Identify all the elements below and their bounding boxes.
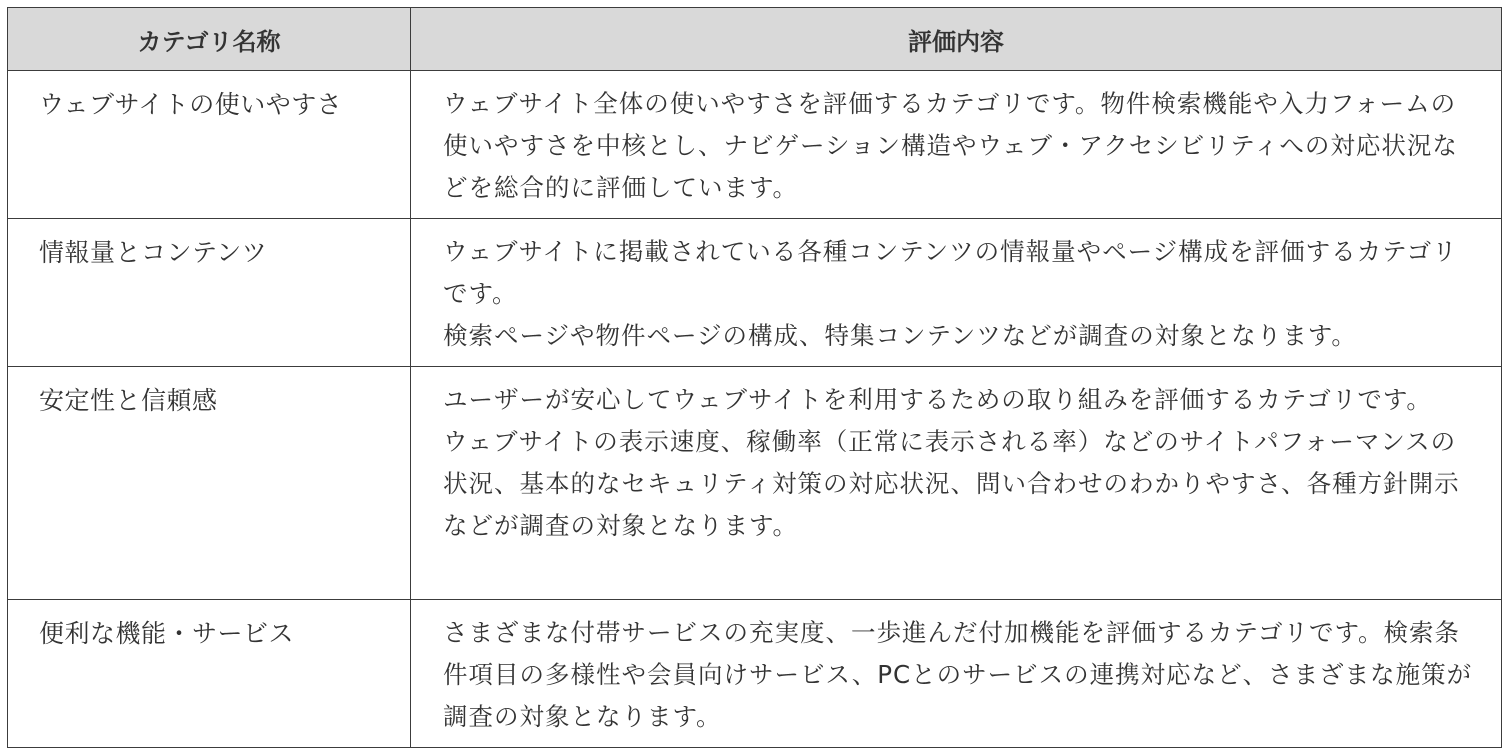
description-paragraph: ウェブサイトの表示速度、稼働率（正常に表示される率）などのサイトパフォーマンスの状況、基本的なセキュリティ対策の対応状況、問い合わせのわかりやすさ、各種方針開示などが調査の対象となります。 xyxy=(443,427,1460,540)
evaluation-description-cell xyxy=(411,71,1502,219)
evaluation-category-table xyxy=(7,7,1502,748)
category-name-cell: 便利な機能・サービス xyxy=(8,600,411,748)
evaluation-description-cell xyxy=(411,367,1502,600)
category-name-cell: ウェブサイトの使いやすさ xyxy=(8,71,411,219)
evaluation-description-cell xyxy=(411,219,1502,367)
description-paragraph: ウェブサイト全体の使いやすさを評価するカテゴリです。物件検索機能や入力フォームの使いやすさを中核とし、ナビゲーション構造やウェブ・アクセシビリティへの対応状況などを総合的に評価しています。 xyxy=(443,89,1458,202)
description-paragraph: さまざまな付帯サービスの充実度、一歩進んだ付加機能を評価するカテゴリです。検索条件項目の多様性や会員向けサービス、PCとのサービスの連携対応など、さまざまな施策が調査の対象となります。 xyxy=(443,618,1473,731)
category-name-cell: 情報量とコンテンツ xyxy=(8,219,411,367)
column-header-evaluation: 評価内容 xyxy=(411,8,1502,71)
table-row xyxy=(8,367,1502,600)
description-paragraph: 検索ページや物件ページの構成、特集コンテンツなどが調査の対象となります。 xyxy=(443,321,1357,350)
table-row xyxy=(8,71,1502,219)
table-row xyxy=(8,600,1502,748)
description-paragraph: ウェブサイトに掲載されている各種コンテンツの情報量やページ構成を評価するカテゴリです。 xyxy=(443,237,1458,308)
column-header-category: カテゴリ名称 xyxy=(8,8,411,71)
category-name-cell: 安定性と信頼感 xyxy=(8,367,411,600)
description-paragraph: ユーザーが安心してウェブサイトを利用するための取り組みを評価するカテゴリです。 xyxy=(443,385,1432,414)
evaluation-description-cell xyxy=(411,600,1502,748)
table-header-row xyxy=(8,8,1502,71)
table-row xyxy=(8,219,1502,367)
